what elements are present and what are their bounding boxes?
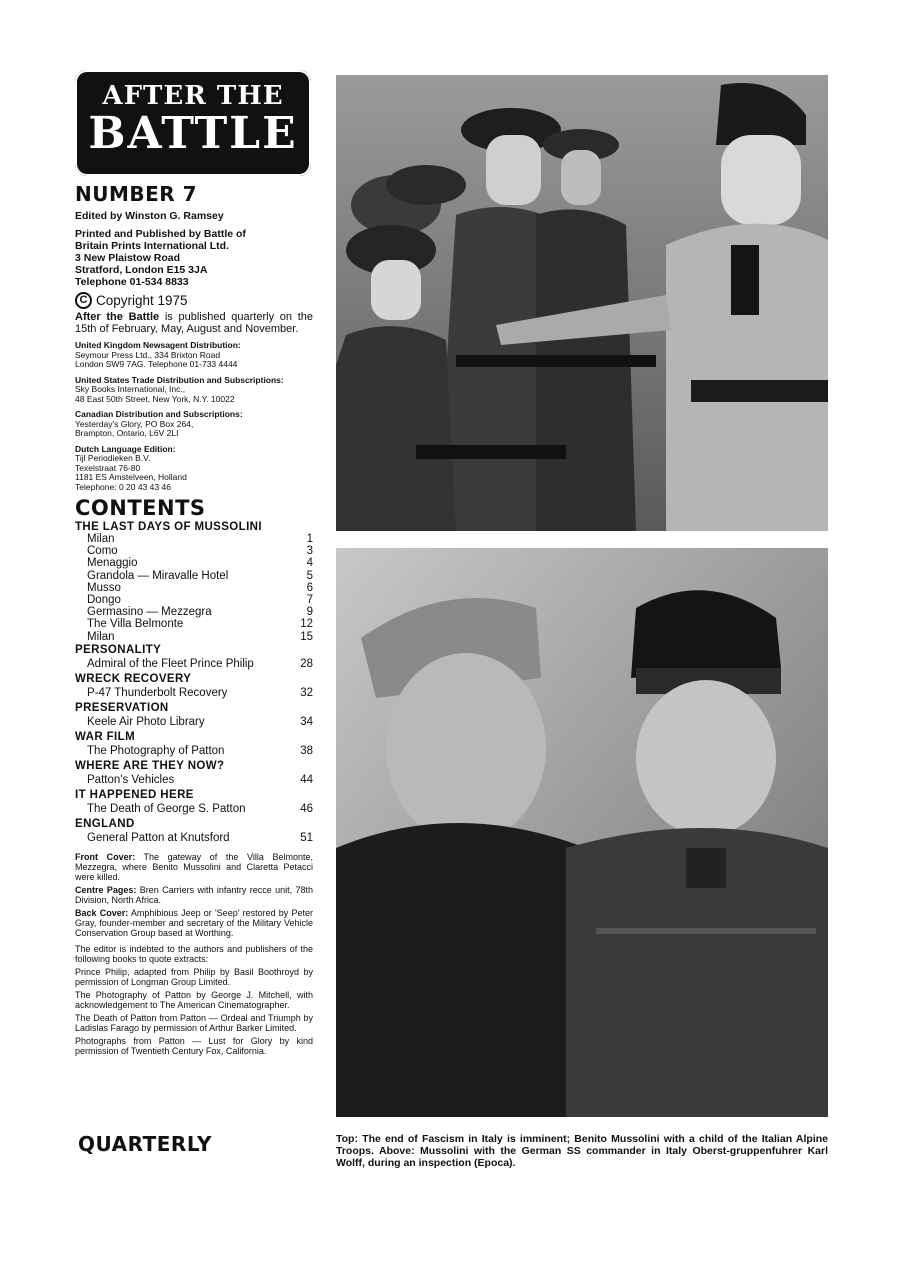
distribution-line: Tijl Periodieken B.V. bbox=[75, 453, 151, 463]
entry-page: 7 bbox=[306, 594, 313, 607]
contents-entry bbox=[75, 618, 313, 630]
entry-page: 1 bbox=[306, 533, 313, 545]
section-title: PRESERVATION bbox=[75, 701, 169, 714]
contents-section bbox=[75, 760, 313, 788]
distribution-block bbox=[75, 410, 313, 439]
contents-entry bbox=[75, 594, 313, 606]
distribution-line: 48 East 50th Street, New York, N.Y. 10022 bbox=[75, 393, 235, 404]
entry-title: Germasino — Mezzegra bbox=[87, 606, 212, 619]
publisher-line: Britain Prints International Ltd. bbox=[75, 240, 230, 252]
contents-entry bbox=[75, 830, 313, 846]
entry-page: 38 bbox=[300, 744, 313, 757]
entry-page: 5 bbox=[306, 569, 313, 582]
contents-entry bbox=[75, 656, 313, 672]
contents-section bbox=[75, 789, 313, 817]
entry-title: Grandola — Miravalle Hotel bbox=[87, 569, 229, 582]
entry-page: 32 bbox=[300, 686, 313, 699]
entry-title: General Patton at Knutsford bbox=[87, 831, 230, 844]
publisher-block bbox=[75, 228, 313, 288]
copyright-icon: C bbox=[75, 292, 92, 309]
distribution-line: Texelstraat 76-80 bbox=[75, 462, 141, 473]
distribution-block bbox=[75, 445, 313, 493]
publisher-line: Stratford, London E15 3JA bbox=[75, 264, 208, 276]
section-title: PERSONALITY bbox=[75, 643, 162, 656]
contents-section bbox=[75, 644, 313, 672]
entry-page: 9 bbox=[306, 606, 313, 619]
contents-entry bbox=[75, 582, 313, 594]
contents-entry bbox=[75, 533, 313, 545]
distribution-line: Yesterday's Glory, PO Box 264, bbox=[75, 418, 194, 429]
contents-section bbox=[75, 673, 313, 701]
distribution-line: London SW9 7AG. Telephone 01-733 4444 bbox=[75, 359, 238, 369]
contents-entry bbox=[75, 606, 313, 618]
entry-title: Admiral of the Fleet Prince Philip bbox=[87, 657, 254, 670]
publisher-line: 3 New Plaistow Road bbox=[75, 252, 181, 264]
contents-heading: CONTENTS bbox=[75, 496, 206, 520]
entry-page: 34 bbox=[300, 715, 313, 728]
editor-credit: Edited by Winston G. Ramsey bbox=[75, 210, 224, 222]
credit-paragraph: The editor is indebted to the authors and publishers of the following books to quote extracts: bbox=[75, 943, 313, 964]
entry-title: P-47 Thunderbolt Recovery bbox=[87, 686, 228, 699]
entry-title: The Villa Belmonte bbox=[87, 618, 184, 631]
contents-entry bbox=[75, 557, 313, 569]
distribution-line: 1181 ES Amstelveen, Holland bbox=[75, 472, 187, 482]
distribution-heading: Canadian Distribution and Subscriptions: bbox=[75, 409, 243, 419]
entry-page: 51 bbox=[300, 831, 313, 844]
masthead-line-2: BATTLE bbox=[88, 108, 298, 159]
contents-entry bbox=[75, 570, 313, 582]
entry-page: 3 bbox=[306, 545, 313, 558]
credit-paragraph: The Photography of Patton by George J. Mitchell, with acknowledgement to The American Cinematographer. bbox=[75, 989, 313, 1010]
entry-page: 6 bbox=[306, 581, 313, 594]
publisher-line: Telephone 01-534 8833 bbox=[75, 276, 189, 288]
section-title: ENGLAND bbox=[75, 817, 135, 830]
entry-title: Menaggio bbox=[87, 557, 138, 570]
contents-section bbox=[75, 521, 313, 643]
distribution-line: Sky Books International, Inc., bbox=[75, 384, 186, 394]
contents-section bbox=[75, 731, 313, 759]
distribution-heading: Dutch Language Edition: bbox=[75, 443, 176, 454]
entry-title: Milan bbox=[87, 630, 115, 643]
cover-note-text: Bren Carriers with infantry recce unit, 78th Division, North Africa. bbox=[75, 884, 313, 905]
entry-title: The Death of George S. Patton bbox=[87, 802, 246, 815]
section-title: WRECK RECOVERY bbox=[75, 672, 192, 685]
entry-title: Milan bbox=[87, 533, 115, 545]
publication-schedule bbox=[75, 311, 313, 335]
entry-page: 46 bbox=[300, 802, 313, 815]
cover-note bbox=[75, 885, 313, 905]
entry-page: 4 bbox=[306, 557, 313, 570]
copyright-text: Copyright 1975 bbox=[96, 293, 188, 308]
credit-paragraph: The Death of Patton from Patton — Ordeal and Triumph by Ladislas Farago by permission of Arthur Barker Limited. bbox=[75, 1012, 313, 1033]
masthead-logo bbox=[75, 70, 311, 176]
photo-mussolini-wolff bbox=[336, 548, 828, 1117]
credit-paragraph: Photographs from Patton — Lust for Glory by kind permission of Twentieth Century Fox, California. bbox=[75, 1035, 313, 1056]
entry-title: Dongo bbox=[87, 594, 121, 607]
entry-title: The Photography of Patton bbox=[87, 744, 225, 757]
distribution-heading: United States Trade Distribution and Subscriptions: bbox=[75, 374, 284, 385]
entry-title: Patton's Vehicles bbox=[87, 773, 175, 786]
distribution-heading: United Kingdom Newsagent Distribution: bbox=[75, 340, 241, 350]
publisher-line: Printed and Published by Battle of bbox=[75, 228, 246, 240]
section-title: IT HAPPENED HERE bbox=[75, 788, 194, 801]
distribution-block bbox=[75, 341, 313, 370]
cover-note-text: Amphibious Jeep or 'Seep' restored by Peter Gray, founder-member and secretary of the Military Vehicle Conservation Group based at Worthing. bbox=[75, 907, 313, 938]
entry-title: Keele Air Photo Library bbox=[87, 715, 205, 728]
cover-note bbox=[75, 908, 313, 938]
quarterly-label: QUARTERLY bbox=[78, 1132, 212, 1156]
distribution-line: Telephone: 0 20 43 43 46 bbox=[75, 481, 171, 492]
photo-top-illustration bbox=[336, 75, 828, 531]
cover-note bbox=[75, 852, 313, 882]
credits-block bbox=[75, 944, 313, 1056]
contents-section bbox=[75, 818, 313, 846]
cover-note-label: Front Cover: bbox=[75, 851, 136, 862]
contents-entry bbox=[75, 714, 313, 730]
cover-notes bbox=[75, 852, 313, 938]
contents-entry bbox=[75, 772, 313, 788]
distribution-block bbox=[75, 376, 313, 405]
photo-bottom-illustration bbox=[336, 548, 828, 1117]
cover-note-label: Centre Pages: bbox=[75, 884, 137, 895]
entry-page: 44 bbox=[300, 773, 313, 786]
contents-section bbox=[75, 702, 313, 730]
contents-entry bbox=[75, 743, 313, 759]
photo-caption: Top: The end of Fascism in Italy is imminent; Benito Mussolini with a child of the Italian Alpine Troops. Above: Mussolini with the German SS commander in Italy Oberst-gruppenfuhrer Karl Wolff, during an inspection (Epoca). bbox=[336, 1133, 828, 1169]
cover-note-label: Back Cover: bbox=[75, 907, 129, 918]
entry-title: Musso bbox=[87, 581, 121, 594]
section-title: WAR FILM bbox=[75, 730, 136, 743]
left-column bbox=[75, 70, 313, 1059]
contents-entry bbox=[75, 631, 313, 643]
distribution-line: Brampton, Ontario, L6V 2LI bbox=[75, 428, 179, 438]
contents-entry bbox=[75, 801, 313, 817]
schedule-text: is published quarterly on the 15th of February, May, August and November. bbox=[75, 311, 313, 335]
masthead-line-1: AFTER THE bbox=[102, 81, 284, 111]
entry-page: 15 bbox=[300, 630, 313, 643]
section-title: THE LAST DAYS OF MUSSOLINI bbox=[75, 521, 262, 533]
photo-mussolini-alpine-troops bbox=[336, 75, 828, 531]
section-title: WHERE ARE THEY NOW? bbox=[75, 759, 225, 772]
issue-number: NUMBER 7 bbox=[75, 182, 198, 206]
credit-paragraph: Prince Philip, adapted from Philip by Basil Boothroyd by permission of Longman Group Limited. bbox=[75, 966, 313, 987]
entry-title: Como bbox=[87, 545, 118, 558]
contents-entry bbox=[75, 685, 313, 701]
copyright-line bbox=[75, 292, 313, 309]
distribution-line: Seymour Press Ltd., 334 Brixton Road bbox=[75, 349, 221, 360]
cover-note-text: The gateway of the Villa Belmonte, Mezzegra, where Benito Mussolini and Claretta Petacci were killed. bbox=[75, 851, 313, 882]
entry-page: 28 bbox=[300, 657, 313, 670]
entry-page: 12 bbox=[300, 618, 313, 631]
schedule-magazine-name: After the Battle bbox=[75, 311, 160, 323]
contents-entry bbox=[75, 545, 313, 557]
